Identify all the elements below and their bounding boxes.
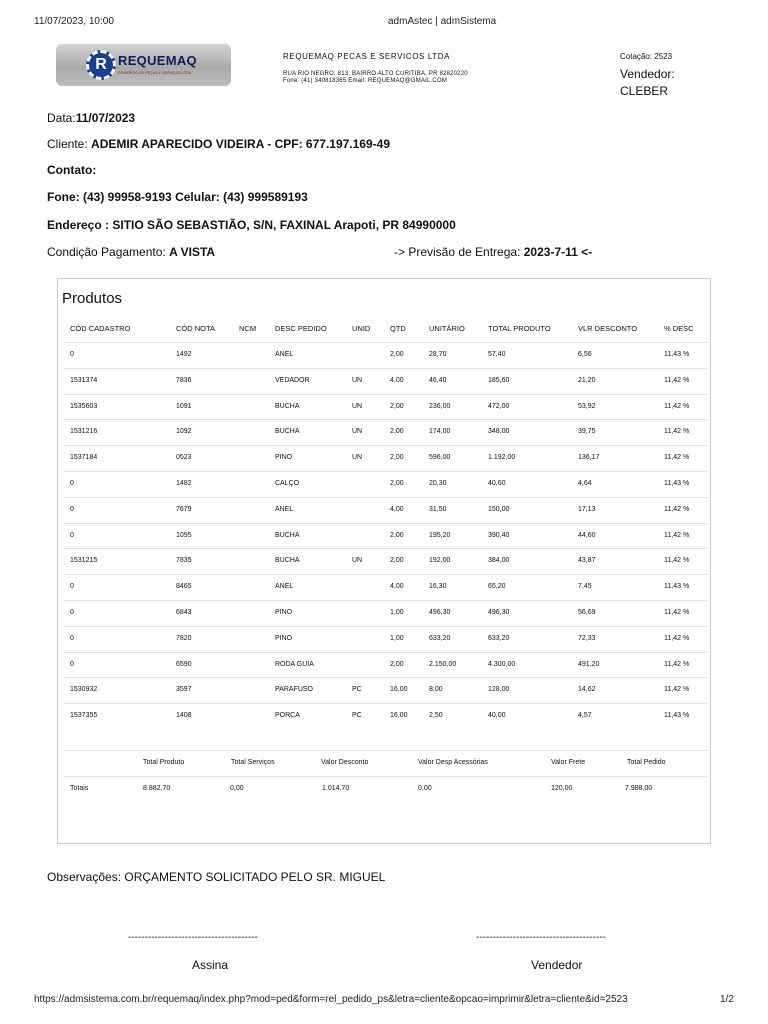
column-header: CÓD CADASTRO (70, 324, 131, 333)
table-cell: 1531216 (70, 428, 98, 436)
table-cell: 1531215 (70, 557, 98, 565)
pagamento-line (47, 245, 215, 259)
table-cell: 195,20 (429, 531, 451, 539)
table-row (64, 574, 707, 601)
column-header: NCM (239, 324, 257, 333)
table-cell: BUCHA (275, 531, 300, 539)
table-cell: 1537184 (70, 454, 98, 462)
totals-value: 8.882,70 (143, 785, 171, 792)
company-contact: Fone: (41) 340818365 Email: REQUEMAQ@GMAIL.COM (283, 78, 448, 84)
table-cell: 1091 (176, 402, 192, 410)
totals-value: 120,00 (551, 785, 573, 792)
company-name: REQUEMAQ PECAS E SERVICOS LTDA (283, 52, 451, 61)
table-cell: 11,42 % (664, 634, 690, 642)
logo-tagline: COMERCIO DE PEÇAS E SERVIÇOS LTDA (118, 71, 192, 75)
column-header: UNITÁRIO (429, 324, 465, 333)
table-cell: 7835 (176, 557, 192, 565)
column-header: QTD (390, 324, 406, 333)
vendedor-label: Vendedor: (620, 67, 675, 81)
column-header: DESC PEDIDO (275, 324, 327, 333)
table-cell: BUCHA (275, 402, 300, 410)
table-cell: 11,42 % (664, 609, 690, 616)
table-cell: 8465 (176, 583, 192, 591)
assina-label: Assina (192, 958, 229, 972)
table-cell: 4,00 (390, 505, 404, 513)
fone-line: Fone: (43) 99958-9193 Celular: (43) 999589193 (47, 190, 308, 204)
table-cell: 53,92 (578, 402, 596, 410)
table-cell: UN (352, 376, 363, 384)
table-row (64, 523, 707, 550)
table-cell: 28,70 (429, 351, 447, 358)
print-url: https://admsistema.com.br/requemaq/index.php?mod=ped&form=rel_pedido_ps&letra=cliente&opcao=imprimir&letra=cliente&id=2523 (34, 994, 628, 1005)
totals-label: Totais (70, 785, 89, 792)
table-cell: 2,00 (390, 402, 404, 410)
table-cell: 11,42 % (664, 531, 690, 539)
table-cell: 40,00 (488, 712, 506, 720)
table-cell: 1482 (176, 480, 192, 487)
table-cell: ANEL (275, 583, 294, 591)
table-cell: 0 (70, 480, 74, 487)
table-cell: 17,13 (578, 505, 596, 513)
endereco-line: Endereço : SITIO SÃO SEBASTIÃO, S/N, FAXINAL Arapoti, PR 84990000 (47, 218, 456, 232)
totals-header: Total Pedido (627, 759, 666, 766)
assina-signature-line: --------------------------------------- (128, 932, 258, 943)
table-cell: PINO (275, 454, 293, 462)
table-cell: 11,42 % (664, 557, 690, 565)
table-cell: 1.192,00 (488, 454, 516, 462)
table-cell: 2,50 (429, 712, 443, 720)
table-cell: 11,42 % (664, 505, 690, 513)
table-cell: 4,57 (578, 712, 592, 720)
cliente-label: Cliente: (47, 137, 88, 151)
table-row (64, 497, 707, 524)
table-cell: 11,43 % (664, 583, 690, 591)
table-cell: 39,75 (578, 428, 596, 436)
data-value: 11/07/2023 (75, 111, 136, 125)
table-cell: PINO (275, 634, 293, 642)
column-header: CÓD NOTA (176, 324, 216, 333)
table-cell: 1535603 (70, 402, 98, 410)
table-cell: 4.300,00 (488, 660, 516, 668)
table-cell: 4,00 (390, 376, 404, 384)
table-cell: 11,42 % (664, 660, 690, 668)
table-cell: 43,87 (578, 557, 596, 565)
table-cell: 0 (70, 609, 74, 616)
table-cell: 192,00 (429, 557, 451, 565)
table-row (64, 677, 707, 704)
table-cell: 0 (70, 583, 74, 591)
table-cell: UN (352, 557, 363, 565)
table-cell: 11,42 % (664, 454, 690, 462)
table-cell: 2,00 (390, 531, 404, 539)
previsao-value: 2023-7-11 <- (523, 245, 593, 259)
column-header: UNID (352, 324, 371, 333)
table-cell: 1,00 (390, 609, 404, 616)
cotacao (620, 52, 672, 61)
gear-logo-icon: R (86, 50, 116, 80)
produtos-title: Produtos (62, 290, 123, 307)
table-cell: 2,00 (390, 454, 404, 462)
vendedor-name: CLEBER (620, 84, 669, 98)
table-cell: 472,00 (488, 402, 510, 410)
table-cell: 1092 (176, 428, 192, 436)
totals-divider (64, 776, 707, 777)
table-cell: 8,00 (429, 686, 443, 694)
table-cell: 57,40 (488, 351, 506, 358)
totals-header: Valor Desconto (321, 759, 369, 766)
table-cell: 4,00 (390, 583, 404, 591)
table-cell: 11,43 % (664, 480, 690, 487)
table-cell: ANEL (275, 351, 294, 358)
table-cell: 1,00 (390, 634, 404, 642)
cliente-line (47, 137, 390, 151)
table-cell: 40,60 (488, 480, 506, 487)
table-cell: UN (352, 402, 363, 410)
table-cell: 0 (70, 660, 74, 668)
totals-header: Total Produto (143, 759, 185, 766)
table-cell: 174,00 (429, 428, 451, 436)
table-cell: 3597 (176, 686, 192, 694)
table-cell: RODA GUIA (275, 660, 314, 668)
table-cell: 11,42 % (664, 686, 690, 694)
previsao-line (394, 245, 592, 259)
table-cell: 1492 (176, 351, 192, 358)
table-cell: 4,64 (578, 480, 592, 487)
cliente-value: ADEMIR APARECIDO VIDEIRA - CPF: 677.197.169-49 (91, 137, 390, 151)
table-row (64, 471, 707, 498)
table-cell: 185,60 (488, 376, 510, 384)
table-cell: 633,20 (429, 634, 451, 642)
table-cell: VEDADOR (275, 376, 310, 384)
table-cell: 2,00 (390, 480, 404, 487)
table-row (64, 445, 707, 472)
table-cell: 0 (70, 505, 74, 513)
table-cell: 2.150,00 (429, 660, 457, 668)
table-cell: 31,50 (429, 505, 447, 513)
table-cell: 11,42 % (664, 428, 690, 436)
table-cell: ANEL (275, 505, 294, 513)
print-datetime: 11/07/2023, 10:00 (34, 16, 114, 27)
table-cell: 136,17 (578, 454, 600, 462)
table-cell: 2,00 (390, 557, 404, 565)
table-cell: 72,33 (578, 634, 596, 642)
totals-value: 0,00 (418, 785, 432, 792)
table-cell: 1531374 (70, 376, 98, 384)
totals-header: Valor Desp Acessórias (418, 759, 488, 766)
table-cell: 1537355 (70, 712, 98, 720)
table-cell: 0 (70, 351, 74, 358)
table-cell: 1408 (176, 712, 192, 720)
totals-header: Total Serviços (231, 759, 275, 766)
table-cell: 2,00 (390, 660, 404, 668)
table-cell: 56,69 (578, 609, 596, 616)
table-cell: 384,00 (488, 557, 510, 565)
table-cell: 20,30 (429, 480, 447, 487)
table-cell: 11,43 % (664, 712, 690, 720)
company-address: RUA RIO NEGRO, 813, BAIRRO ALTO CURITIBA, PR 82820220 (283, 71, 468, 77)
print-title: admAstec | admSistema (388, 16, 497, 27)
table-cell: 2,00 (390, 351, 404, 358)
company-logo (56, 44, 231, 86)
totals-divider (64, 750, 707, 751)
table-cell: 496,30 (488, 609, 510, 616)
table-cell: 0523 (176, 454, 192, 462)
print-page-number: 1/2 (720, 994, 734, 1005)
table-cell: PC (352, 712, 362, 720)
table-cell: 236,00 (429, 402, 451, 410)
table-cell: 21,20 (578, 376, 596, 384)
table-cell: 7679 (176, 505, 192, 513)
table-cell: 2,00 (390, 428, 404, 436)
table-cell: 1530932 (70, 686, 98, 694)
table-cell: 6843 (176, 609, 192, 616)
table-cell: 6,56 (578, 351, 592, 358)
vendedor-signature-label: Vendedor (531, 958, 583, 972)
table-cell: 596,00 (429, 454, 451, 462)
vendedor-signature-line: --------------------------------------- (476, 932, 606, 943)
column-header: VLR DESCONTO (578, 324, 638, 333)
table-row (64, 368, 707, 395)
table-cell: 633,20 (488, 634, 510, 642)
column-header: TOTAL PRODUTO (488, 324, 551, 333)
table-cell: 16,00 (390, 686, 408, 694)
cotacao-label: Cotação: (620, 52, 653, 61)
table-cell: 0 (70, 634, 74, 642)
table-row (64, 703, 707, 730)
table-cell: CALÇO (275, 480, 300, 487)
totals-value: 0,00 (230, 785, 244, 792)
table-cell: 11,43 % (664, 351, 690, 358)
table-cell: BUCHA (275, 557, 300, 565)
table-cell: 14,62 (578, 686, 596, 694)
table-cell: 11,42 % (664, 376, 690, 384)
table-cell: 65,20 (488, 583, 506, 591)
table-cell: UN (352, 428, 363, 436)
table-cell: 7820 (176, 634, 192, 642)
table-cell: PC (352, 686, 362, 694)
table-cell: 7,45 (578, 583, 592, 591)
previsao-label: -> Previsão de Entrega: (394, 245, 521, 259)
table-cell: 1095 (176, 531, 192, 539)
data-label: Data: (47, 111, 76, 125)
pagamento-value: A VISTA (169, 245, 216, 259)
table-cell: 348,00 (488, 428, 510, 436)
table-row (64, 626, 707, 653)
table-cell: PORCA (275, 712, 300, 720)
pagamento-label: Condição Pagamento: (47, 245, 166, 259)
totals-value: 7.988,00 (625, 785, 653, 792)
table-cell: 44,60 (578, 531, 596, 539)
table-cell: 128,00 (488, 686, 510, 694)
observacoes-text: ORÇAMENTO SOLICITADO PELO SR. MIGUEL (124, 870, 386, 884)
table-cell: 11,42 % (664, 402, 690, 410)
table-cell: 496,30 (429, 609, 451, 616)
table-cell: 150,00 (488, 505, 510, 513)
table-cell: 7836 (176, 376, 192, 384)
observacoes-label: Observações: (47, 870, 122, 884)
logo-text: REQUEMAQ (118, 53, 197, 68)
table-row (64, 548, 707, 575)
totals-value: 1.014,70 (322, 785, 350, 792)
table-cell: 16,00 (390, 712, 408, 720)
totals-header: Valor Frete (551, 759, 586, 766)
contato-line: Contato: (47, 163, 97, 177)
table-cell: 46,40 (429, 376, 447, 384)
observacoes (47, 870, 385, 884)
column-header: % DESC (664, 324, 694, 333)
table-cell: 390,40 (488, 531, 510, 539)
table-row (64, 342, 707, 369)
table-cell: 6590 (176, 660, 192, 668)
table-cell: PINO (275, 609, 293, 616)
data-line (47, 111, 135, 125)
table-cell: PARAFUSO (275, 686, 313, 694)
table-cell: 491,20 (578, 660, 600, 668)
table-cell: UN (352, 454, 363, 462)
cotacao-number: 2523 (654, 52, 673, 61)
table-cell: 16,30 (429, 583, 447, 591)
table-cell: 0 (70, 531, 74, 539)
table-row (64, 419, 707, 446)
table-row (64, 652, 707, 679)
table-row (64, 394, 707, 421)
table-cell: BUCHA (275, 428, 300, 436)
table-row (64, 600, 707, 627)
